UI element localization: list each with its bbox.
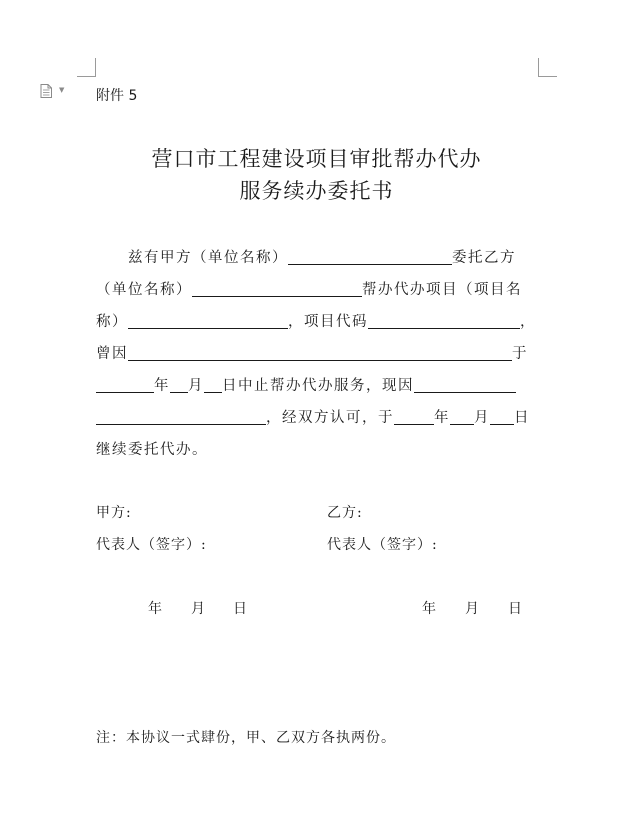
- blank-field[interactable]: [368, 313, 520, 329]
- blank-field[interactable]: [96, 409, 266, 425]
- party-b-date-year: 年: [422, 601, 436, 617]
- crop-mark-top-right: [538, 58, 557, 77]
- crop-mark-top-left: [77, 58, 96, 77]
- party-a-date-month: 月: [191, 601, 205, 617]
- party-a-date-day: 日: [233, 601, 247, 617]
- blank-field[interactable]: [128, 313, 288, 329]
- body-text: ，: [520, 314, 536, 330]
- body-text: 月: [188, 378, 204, 394]
- document-title-line1: 营口市工程建设项目审批帮办代办: [151, 147, 482, 171]
- document-title-line2: 服务续办委托书: [239, 179, 394, 203]
- chevron-down-icon[interactable]: ▼: [59, 86, 65, 94]
- footer-note: 注：本协议一式肆份，甲、乙双方各执两份。: [96, 730, 396, 746]
- blank-field[interactable]: [192, 281, 362, 297]
- blank-field[interactable]: [414, 377, 516, 393]
- body-text: 日中止帮办代办服务，现因: [222, 378, 414, 394]
- blank-day[interactable]: [490, 409, 514, 425]
- party-b-representative-label: 代表人（签字）:: [327, 537, 438, 553]
- body-text: （单位名称）: [96, 282, 192, 298]
- body-text: 兹有甲方（单位名称）: [128, 250, 288, 266]
- blank-month[interactable]: [170, 377, 188, 393]
- body-text: ，经双方认可，于: [266, 410, 394, 426]
- body-line-7: 继续委托代办。: [96, 442, 208, 458]
- blank-field[interactable]: [288, 249, 452, 265]
- body-text: 称）: [96, 314, 128, 330]
- body-text: 委托乙方: [452, 250, 516, 266]
- body-line-3: [96, 310, 536, 331]
- body-line-4: [96, 342, 528, 363]
- body-text: 日: [514, 410, 530, 426]
- party-b-label: 乙方:: [327, 505, 363, 521]
- party-a-representative-label: 代表人（签字）:: [96, 537, 207, 553]
- body-text: 帮办代办项目（项目名: [362, 282, 522, 298]
- party-b-date-day: 日: [508, 601, 522, 617]
- party-a-date-year: 年: [148, 601, 162, 617]
- blank-year[interactable]: [394, 409, 434, 425]
- body-line-1: [128, 246, 516, 267]
- body-text: ，项目代码: [288, 314, 368, 330]
- party-a-label: 甲方:: [96, 505, 132, 521]
- document-icon[interactable]: [40, 84, 52, 98]
- attachment-label: 附件 5: [96, 88, 138, 104]
- body-text: 年: [434, 410, 450, 426]
- blank-month[interactable]: [450, 409, 474, 425]
- body-text: 月: [474, 410, 490, 426]
- body-text: 曾因: [96, 346, 128, 362]
- body-line-2: [96, 278, 522, 299]
- body-text: 于: [512, 346, 528, 362]
- blank-year[interactable]: [96, 377, 154, 393]
- body-line-6: [96, 406, 530, 427]
- body-text: 年: [154, 378, 170, 394]
- body-line-5: [96, 374, 516, 395]
- party-b-date-month: 月: [465, 601, 479, 617]
- blank-field[interactable]: [128, 345, 512, 361]
- blank-day[interactable]: [204, 377, 222, 393]
